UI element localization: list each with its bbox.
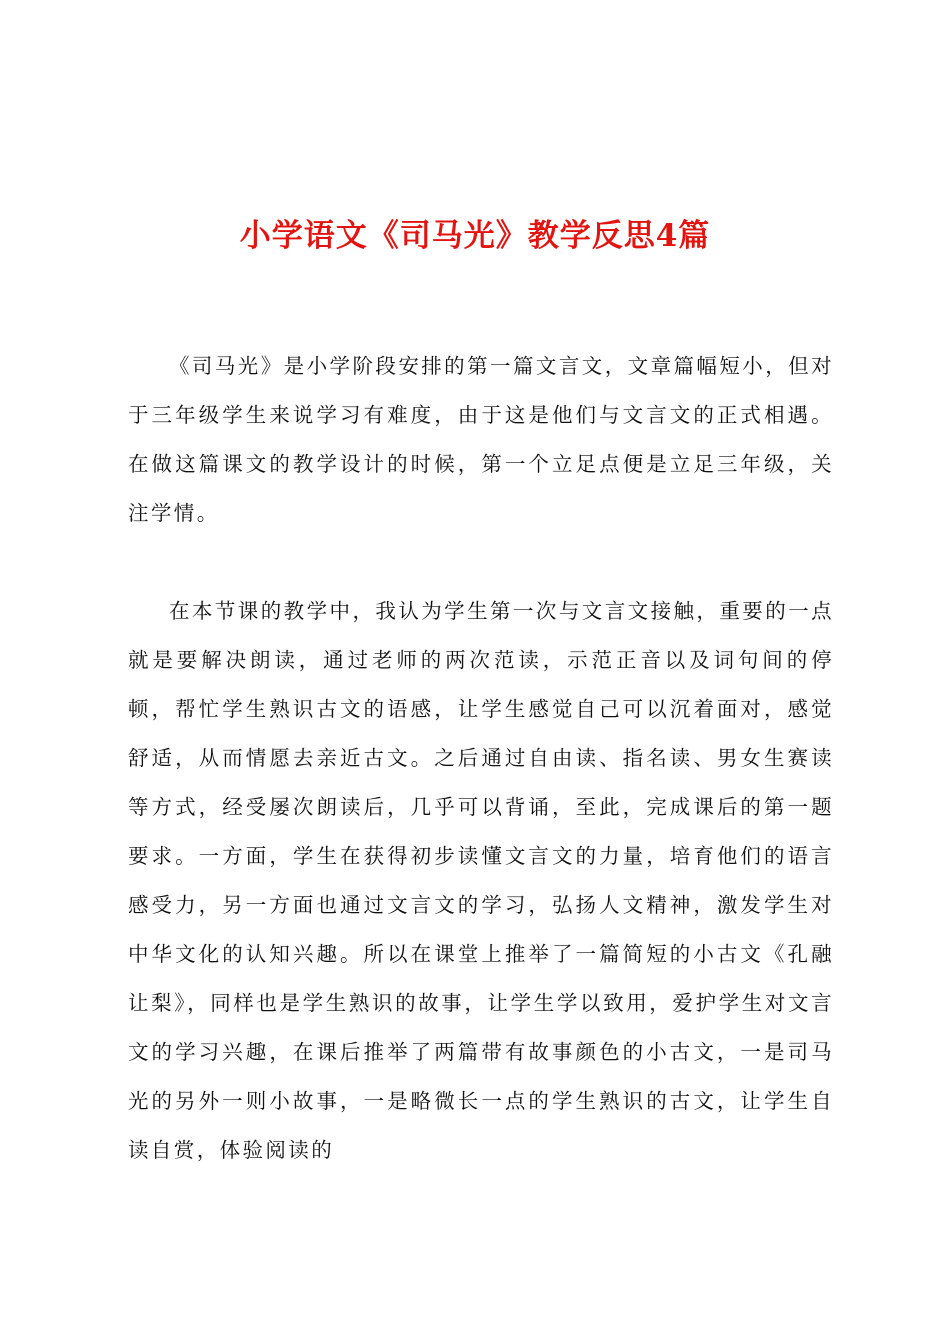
paragraph-teaching-reflection: 在本节课的教学中，我认为学生第一次与文言文接触，重要的一点就是要解决朗读，通过老师的两次范读，示范正音以及词句间的停顿，帮忙学生熟识古文的语感，让学生感觉自己可以沉着面对，感觉舒适，从而情愿去亲近古文。之后通过自由读、指名读、男女生赛读等方式，经受屡次朗读后，几乎可以背诵，至此，完成课后的第一题要求。一方面，学生在获得初步读懂文言文的力量，培育他们的语言感受力，另一方面也通过文言文的学习，弘扬人文精神，激发学生对中华文化的认知兴趣。所以在课堂上推举了一篇简短的小古文《孔融让梨》，同样也是学生熟识的故事，让学生学以致用，爱护学生对文言文的学习兴趣，在课后推举了两篇带有故事颜色的小古文，一是司马光的另外一则小故事，一是略微长一点的学生熟识的古文，让学生自读自赏，体验阅读的	[128, 599, 834, 1162]
paragraph-intro: 《司马光》是小学阶段安排的第一篇文言文，文章篇幅短小，但对于三年级学生来说学习有难度，由于这是他们与文言文的正式相遇。在做这篇课文的教学设计的时候，第一个立足点便是立足三年级，关注学情。	[128, 354, 834, 525]
document-title: 小学语文《司马光》教学反思4篇	[239, 218, 711, 254]
